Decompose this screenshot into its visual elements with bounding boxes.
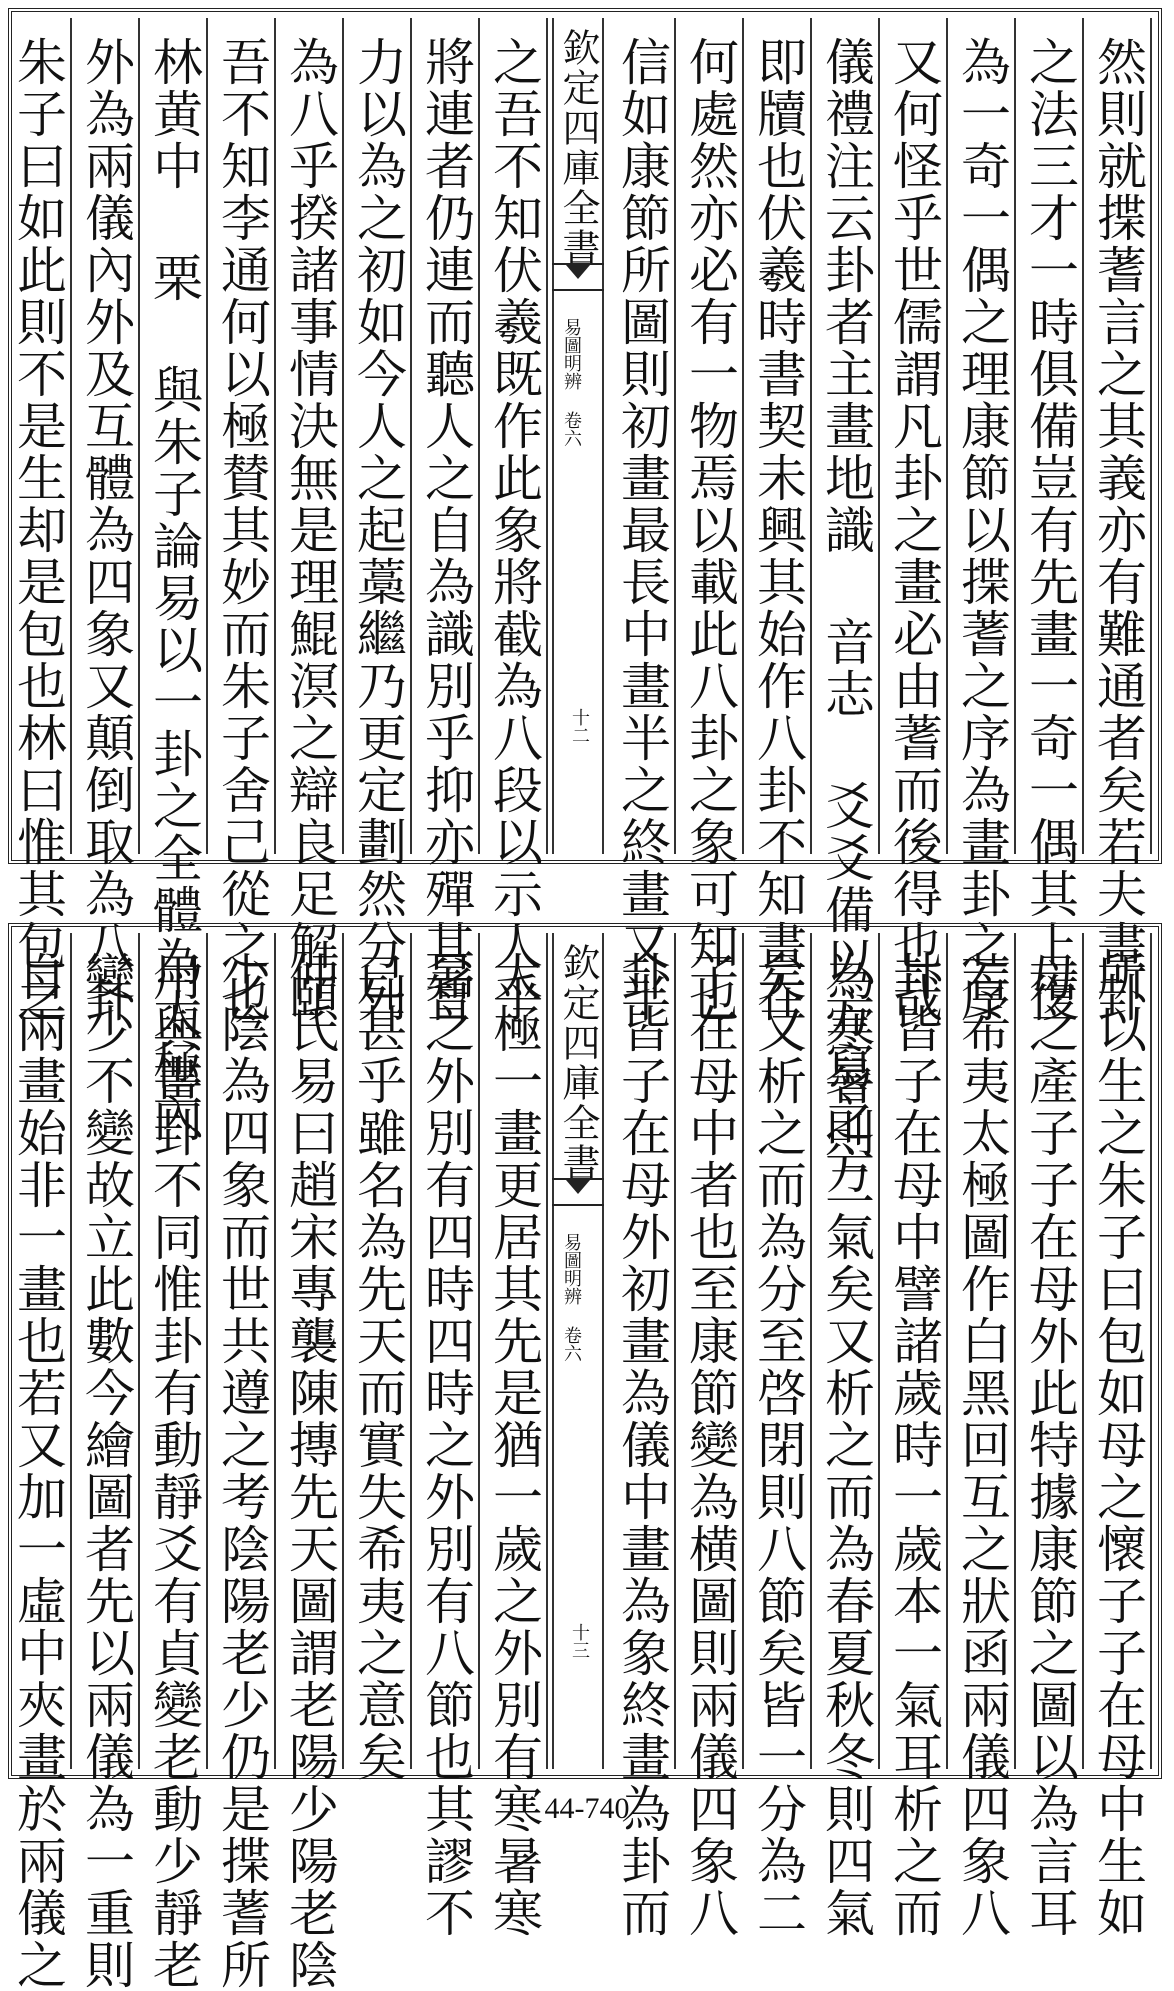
text-column [1088, 18, 1148, 1024]
text-column [816, 933, 876, 1939]
column-text: 為寒暑則二氣矣又析之而為春夏秋冬則四氣 [817, 951, 875, 1939]
text-column [144, 18, 204, 1144]
text-column [1088, 933, 1148, 1939]
column-text: 力以為之初如今人之起藁繼乃更定劃然分列 [349, 36, 407, 1024]
column-rule [342, 933, 344, 1769]
column-text: 之吾不知伏羲既作此象將截為八段以示人乎 [485, 36, 543, 1024]
text-column [816, 18, 876, 1196]
text-column [884, 18, 944, 1024]
column-text: 自兩畫始非一畫也若又加一虛中夾畫於兩儀之 [9, 951, 67, 1991]
column-text: 少陰為四象而世共遵之考陰陽老少仍是揲蓍所 [213, 951, 271, 1991]
text-column [76, 933, 136, 1991]
column-text: 若希夷太極圖作白黑回互之狀函兩儀四象八 [953, 951, 1011, 1939]
column-text: 儀禮注云卦者主畫地識 音志 爻爻備以方寫之方 [817, 36, 875, 1196]
column-text: 林黄中 栗 與朱子論易以一卦之全體為太極內 [145, 36, 203, 1144]
column-text: 卦皆子在母外初畫為儀中畫為象終畫為卦而 [613, 951, 671, 1939]
column-rule [70, 933, 72, 1769]
column-rule [674, 933, 676, 1769]
column-text: 子在母中者也至康節變為横圖則兩儀四象八 [681, 951, 739, 1939]
text-column [416, 933, 476, 1939]
top-page [8, 8, 1162, 1196]
column-text: 仲氏易曰趙宋專襲陳摶先天圖謂老陽少陽老陰 [281, 951, 339, 1991]
text-column [280, 18, 340, 1024]
text-column [76, 18, 136, 1024]
column-rule [274, 18, 276, 854]
column-text: 朱子曰如此則不是生却是包也林曰惟其包之 [9, 36, 67, 1024]
column-rule [742, 18, 744, 854]
column-text: 所以生之朱子曰包如母之懷子子在母中生如 [1089, 951, 1147, 1939]
column-rule [478, 933, 480, 1769]
column-rule [546, 933, 548, 1769]
text-column [144, 933, 204, 1991]
column-rule [1082, 18, 1084, 854]
top-page-columns [9, 18, 1148, 1196]
column-rule [274, 933, 276, 1769]
text-column [680, 933, 740, 1939]
text-column [884, 933, 944, 1939]
leaf-number: 十三 [569, 1623, 590, 1659]
text-column [1020, 933, 1080, 1939]
text-column [348, 933, 408, 1783]
column-rule [810, 933, 812, 1769]
volume-subtitle: 易圖明辨 卷六 [561, 318, 582, 447]
column-text: 用與畫卦不同惟卦有動靜爻有貞變老動少靜老 [145, 951, 203, 1991]
column-text: 將連者仍連而聽人之自為識別乎抑亦殫其智 [417, 36, 475, 1024]
leaf-number: 十二 [569, 708, 590, 744]
text-column [8, 18, 68, 1024]
volume-subtitle: 易圖明辨 卷六 [561, 1233, 582, 1362]
column-text: 即牘也伏羲時書契未興其始作八卦不知畫在 [749, 36, 807, 1024]
column-rule [70, 18, 72, 854]
column-rule [1150, 18, 1152, 854]
column-rule [342, 18, 344, 854]
text-column [748, 933, 808, 1939]
column-text: 之法三才一時俱備豈有先畫一奇一偶其上復 [1021, 36, 1079, 1024]
column-rule [674, 18, 676, 854]
center-header-band [552, 18, 604, 854]
column-rule [138, 18, 140, 854]
text-column [1020, 18, 1080, 1024]
column-text: 卦皆子在母中譬諸歲時一歲本一氣耳析之而 [885, 951, 943, 1939]
column-text: 已甚乎雖名為先天而實失希夷之意矣 [349, 951, 407, 1783]
column-rule [878, 933, 880, 1769]
column-rule [742, 933, 744, 1769]
column-rule [946, 933, 948, 1769]
column-rule [1082, 933, 1084, 1769]
text-column [952, 933, 1012, 1939]
text-column [748, 18, 808, 1024]
column-rule [546, 18, 548, 854]
column-text: 又何怪乎世儒謂凡卦之畫必由蓍而後得也哉 [885, 36, 943, 1024]
column-text: 暑之外別有四時四時之外別有八節也其謬不 [417, 951, 475, 1939]
column-text: 何處然亦必有一物焉以載此八卦之象可知也 [681, 36, 739, 1024]
text-column [348, 18, 408, 1024]
center-header-band [552, 933, 604, 1769]
fish-tail-mark [552, 1178, 604, 1206]
column-text: 母之產子子在母外此特據康節之圖以為言耳 [1021, 951, 1079, 1939]
column-text: 為一奇一偶之理康節以揲蓍之序為畫卦之序 [953, 36, 1011, 1024]
text-column [680, 18, 740, 1024]
column-rule [878, 18, 880, 854]
column-rule [1150, 933, 1152, 1769]
column-text: 為八乎揆諸事情決無是理鯤溟之辯良足解頤 [281, 36, 339, 1024]
column-rule [478, 18, 480, 854]
column-rule [946, 18, 948, 854]
column-text: 然則就揲蓍言之其義亦有難通者矣若夫畫卦 [1089, 36, 1147, 1024]
text-column [280, 933, 340, 1991]
column-rule [1014, 18, 1016, 854]
column-rule [206, 933, 208, 1769]
column-text: 外為兩儀內外及互體為四象又顛倒取為八卦 [77, 36, 135, 1024]
book-title: 欽定四庫全書 [556, 943, 600, 1183]
text-column [212, 18, 272, 1024]
column-rule [1014, 933, 1016, 1769]
text-column [612, 933, 672, 1939]
text-column [416, 18, 476, 1024]
text-column [952, 18, 1012, 1024]
column-rule [410, 18, 412, 854]
column-text: 太極一畫更居其先是猶一歲之外別有寒暑寒 [485, 951, 543, 1939]
column-rule [810, 18, 812, 854]
book-title: 欽定四庫全書 [556, 28, 600, 268]
column-text: 矣又析之而為分至啓閉則八節矣皆一分為二 [749, 951, 807, 1939]
text-column [212, 933, 272, 1991]
column-rule [206, 18, 208, 854]
column-text: 信如康節所圖則初畫最長中畫半之終畫又半 [613, 36, 671, 1024]
text-column [484, 933, 544, 1939]
text-column [484, 18, 544, 1024]
column-text: 變少不變故立此數今繪圖者先以兩儀為一重則 [77, 951, 135, 1991]
fish-tail-mark [552, 263, 604, 291]
column-text: 吾不知李通何以極賛其妙而朱子舍己從之也 [213, 36, 271, 1024]
page-footer-number: 44-740 [544, 1792, 630, 1825]
text-column [612, 18, 672, 1024]
column-rule [138, 933, 140, 1769]
column-rule [410, 933, 412, 1769]
text-column [8, 933, 68, 1991]
